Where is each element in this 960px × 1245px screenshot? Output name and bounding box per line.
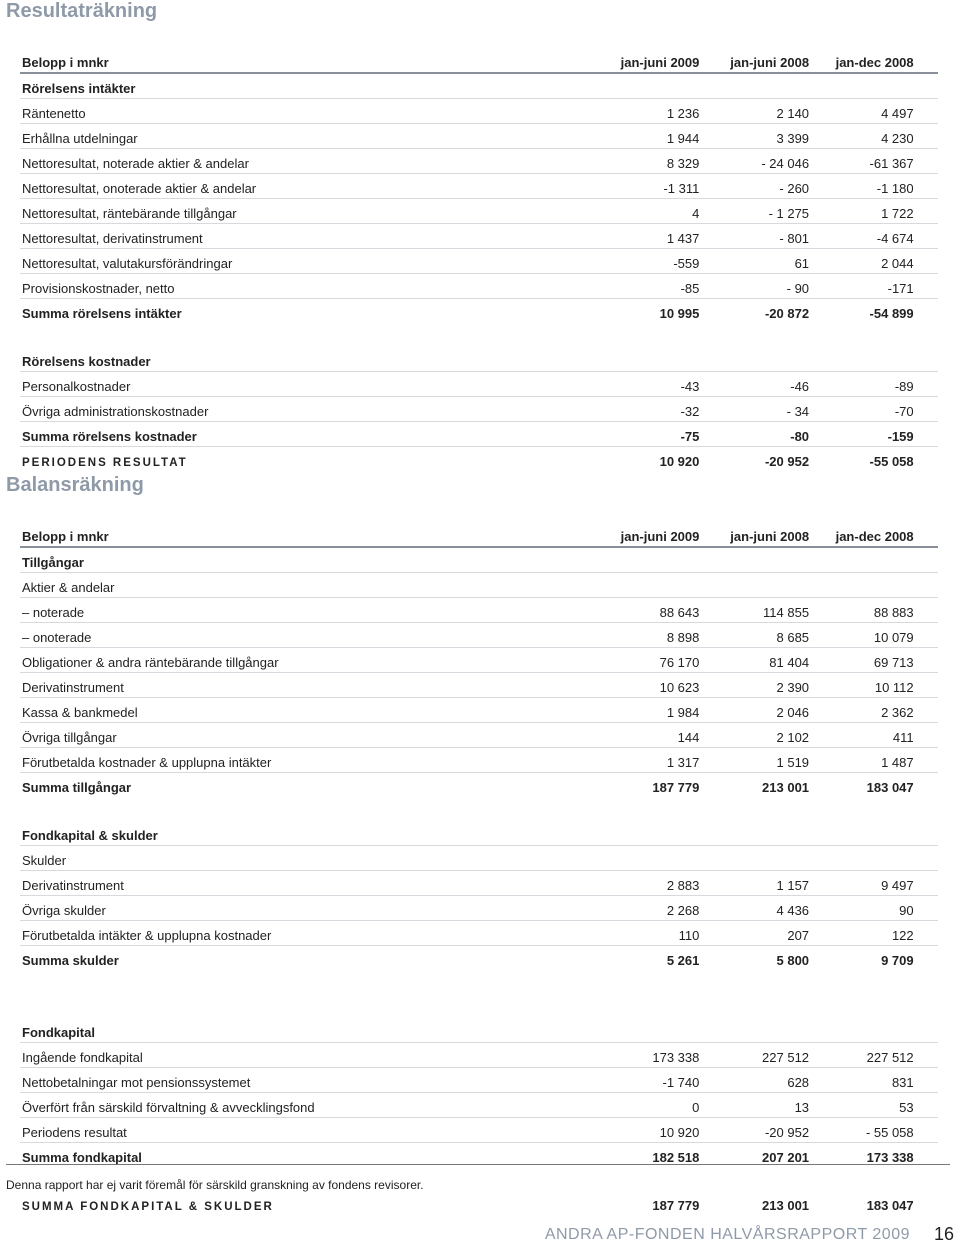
- row-value: 3 399: [701, 124, 811, 149]
- row-value: 144: [576, 723, 701, 748]
- row-pad: [916, 970, 938, 994]
- row-value: [701, 347, 811, 372]
- row-label: [20, 994, 576, 1018]
- row-value: [811, 846, 916, 871]
- table-row: [20, 598, 938, 623]
- table-header-row: [20, 518, 938, 547]
- row-value: 1 487: [811, 748, 916, 773]
- row-pad: [916, 723, 938, 748]
- row-value: -89: [811, 372, 916, 397]
- row-value: -20 872: [764, 306, 810, 321]
- row-value: 2 362: [811, 698, 916, 723]
- row-label: Skulder: [20, 846, 576, 871]
- row-value: 10 623: [576, 673, 701, 698]
- row-value: [576, 846, 701, 871]
- header-period: jan-juni 2008: [701, 518, 811, 547]
- row-label: Erhållna utdelningar: [20, 124, 576, 149]
- row-value: 122: [811, 921, 916, 946]
- row-value: 69 713: [811, 648, 916, 673]
- row-label: Summa tillgångar: [22, 780, 132, 795]
- row-pad: [916, 199, 938, 224]
- row-value: -159: [811, 422, 916, 447]
- row-value: [576, 1018, 701, 1043]
- row-pad: [916, 1191, 938, 1215]
- spacer-row: [20, 323, 938, 347]
- row-pad: [916, 773, 938, 798]
- row-pad: [916, 249, 938, 274]
- row-value: 2 140: [701, 99, 811, 124]
- footer-note: Denna rapport har ej varit föremål för särskild granskning av fondens revisorer.: [6, 1178, 424, 1192]
- row-value: -70: [811, 397, 916, 422]
- row-value: 2 268: [576, 896, 701, 921]
- header-period: jan-juni 2009: [576, 44, 701, 73]
- row-value: -171: [811, 274, 916, 299]
- row-value: [701, 323, 811, 347]
- row-value: 76 170: [576, 648, 701, 673]
- row-pad: [916, 1167, 938, 1191]
- table-row: [20, 274, 938, 299]
- footer-divider: [6, 1164, 950, 1165]
- row-value: 88 643: [576, 598, 701, 623]
- row-value: 173 338: [576, 1043, 701, 1068]
- row-value: 5 261: [666, 953, 700, 968]
- row-value: 213 001: [762, 1198, 810, 1213]
- row-value: 9 709: [881, 953, 914, 968]
- row-value: [576, 547, 701, 573]
- row-label: Fondkapital: [20, 1018, 576, 1043]
- table-row: [20, 871, 938, 896]
- row-value: [576, 573, 701, 598]
- row-value: [701, 846, 811, 871]
- row-value: 187 779: [652, 780, 700, 795]
- header-period: jan-juni 2008: [701, 44, 811, 73]
- row-label: Summa rörelsens intäkter: [22, 306, 182, 321]
- table-row: [20, 1068, 938, 1093]
- row-pad: [916, 921, 938, 946]
- table-row: [20, 573, 938, 598]
- row-label: – noterade: [20, 598, 576, 623]
- row-label: Övriga tillgångar: [20, 723, 576, 748]
- row-value: 10 079: [811, 623, 916, 648]
- row-value: 173 338: [866, 1150, 914, 1165]
- row-value: - 90: [701, 274, 811, 299]
- row-value: 1 722: [811, 199, 916, 224]
- row-value: [701, 970, 811, 994]
- row-value: 2 883: [576, 871, 701, 896]
- grand-row: [20, 1191, 938, 1215]
- row-value: 183 047: [866, 1198, 914, 1213]
- table-row: [20, 99, 938, 124]
- row-value: 2 102: [701, 723, 811, 748]
- grp-row: [20, 347, 938, 372]
- row-label: Summa fondkapital: [22, 1150, 142, 1165]
- row-value: 227 512: [701, 1043, 811, 1068]
- table-row: [20, 149, 938, 174]
- sum-line-row: [20, 422, 938, 447]
- row-value: -43: [576, 372, 701, 397]
- row-pad: [916, 821, 938, 846]
- row-value: [576, 821, 701, 846]
- row-value: -1 180: [811, 174, 916, 199]
- row-label: Ingående fondkapital: [20, 1043, 576, 1068]
- table-row: [20, 1118, 938, 1143]
- row-value: [701, 797, 811, 821]
- row-value: 4 497: [811, 99, 916, 124]
- row-value: 81 404: [701, 648, 811, 673]
- sum-row: [20, 946, 938, 971]
- row-value: -20 952: [701, 1118, 811, 1143]
- row-label: Personalkostnader: [20, 372, 576, 397]
- row-value: -61 367: [811, 149, 916, 174]
- row-label: SUMMA FONDKAPITAL & SKULDER: [22, 1201, 274, 1213]
- row-label: Derivatinstrument: [20, 871, 576, 896]
- row-pad: [916, 1093, 938, 1118]
- row-label: Summa rörelsens kostnader: [20, 422, 576, 447]
- row-pad: [916, 896, 938, 921]
- row-value: 831: [811, 1068, 916, 1093]
- row-value: -559: [576, 249, 701, 274]
- row-pad: [916, 846, 938, 871]
- row-value: 0: [576, 1093, 701, 1118]
- sum-row: [20, 773, 938, 798]
- row-value: -55 058: [869, 454, 914, 469]
- row-pad: [916, 372, 938, 397]
- row-value: - 801: [701, 224, 811, 249]
- row-value: 10 920: [659, 454, 700, 469]
- row-value: 227 512: [811, 1043, 916, 1068]
- row-value: 1 944: [576, 124, 701, 149]
- row-value: [701, 1018, 811, 1043]
- row-pad: [916, 323, 938, 347]
- row-value: [811, 73, 916, 99]
- row-pad: [916, 299, 938, 324]
- row-pad: [916, 871, 938, 896]
- row-label: [20, 970, 576, 994]
- row-pad: [916, 274, 938, 299]
- row-value: [811, 323, 916, 347]
- table-row: [20, 199, 938, 224]
- row-value: - 1 275: [701, 199, 811, 224]
- row-label: Obligationer & andra räntebärande tillgångar: [20, 648, 576, 673]
- row-value: [576, 797, 701, 821]
- row-value: 1 519: [701, 748, 811, 773]
- table-row: [20, 372, 938, 397]
- table-row: [20, 921, 938, 946]
- row-value: 1 317: [576, 748, 701, 773]
- row-pad: [916, 99, 938, 124]
- row-label: [20, 797, 576, 821]
- table-row: [20, 124, 938, 149]
- table-row: [20, 648, 938, 673]
- row-value: [701, 994, 811, 1018]
- row-value: [701, 573, 811, 598]
- row-pad: [916, 1118, 938, 1143]
- table-row: [20, 748, 938, 773]
- row-value: [811, 994, 916, 1018]
- row-pad: [916, 149, 938, 174]
- row-value: 411: [811, 723, 916, 748]
- row-value: 1 984: [576, 698, 701, 723]
- table-row: [20, 397, 938, 422]
- row-pad: [916, 797, 938, 821]
- row-value: 2 044: [811, 249, 916, 274]
- row-label: Rörelsens intäkter: [20, 73, 576, 99]
- row-value: [701, 73, 811, 99]
- row-label: Rörelsens kostnader: [20, 347, 576, 372]
- income-statement-table: [20, 44, 938, 471]
- row-value: 8 685: [701, 623, 811, 648]
- row-label: Periodens resultat: [20, 1118, 576, 1143]
- row-value: -20 952: [764, 454, 810, 469]
- header-label: Belopp i mnkr: [20, 518, 576, 547]
- table-row: [20, 723, 938, 748]
- header-period: jan-juni 2009: [576, 518, 701, 547]
- row-value: 1 437: [576, 224, 701, 249]
- row-pad: [916, 573, 938, 598]
- row-value: 4 436: [701, 896, 811, 921]
- header-label: Belopp i mnkr: [20, 44, 576, 73]
- row-value: [576, 323, 701, 347]
- row-pad: [916, 698, 938, 723]
- spacer-row: [20, 797, 938, 821]
- row-value: -1 740: [576, 1068, 701, 1093]
- row-label: Tillgångar: [20, 547, 576, 573]
- row-value: [576, 347, 701, 372]
- row-value: -1 311: [576, 174, 701, 199]
- row-pad: [916, 623, 938, 648]
- row-pad: [916, 1043, 938, 1068]
- row-value: 4 230: [811, 124, 916, 149]
- row-value: [811, 1018, 916, 1043]
- header-period: jan-dec 2008: [811, 518, 916, 547]
- row-value: [811, 547, 916, 573]
- grand-row: [20, 447, 938, 472]
- row-value: -85: [576, 274, 701, 299]
- row-pad: [916, 174, 938, 199]
- row-value: [576, 1167, 701, 1191]
- row-label: Överfört från särskild förvaltning & avvecklingsfond: [20, 1093, 576, 1118]
- row-value: 1 157: [701, 871, 811, 896]
- row-value: 187 779: [652, 1198, 700, 1213]
- row-pad: [916, 994, 938, 1018]
- row-label: Förutbetalda kostnader & upplupna intäkter: [20, 748, 576, 773]
- row-pad: [916, 748, 938, 773]
- row-value: 9 497: [811, 871, 916, 896]
- table-row: [20, 673, 938, 698]
- table-row: [20, 1043, 938, 1068]
- row-value: 8 329: [576, 149, 701, 174]
- row-pad: [916, 422, 938, 447]
- row-pad: [916, 397, 938, 422]
- table-row: [20, 249, 938, 274]
- row-value: -80: [701, 422, 811, 447]
- header-pad: [916, 44, 938, 73]
- row-value: 110: [576, 921, 701, 946]
- row-pad: [916, 1018, 938, 1043]
- row-value: 61: [701, 249, 811, 274]
- row-value: -46: [701, 372, 811, 397]
- row-value: 213 001: [762, 780, 810, 795]
- grp-row: [20, 547, 938, 573]
- row-pad: [916, 1068, 938, 1093]
- row-pad: [916, 124, 938, 149]
- row-value: 183 047: [866, 780, 914, 795]
- table-row: [20, 1093, 938, 1118]
- row-label: PERIODENS RESULTAT: [22, 457, 188, 469]
- row-value: [811, 347, 916, 372]
- row-value: 53: [811, 1093, 916, 1118]
- row-label: Aktier & andelar: [20, 573, 576, 598]
- row-value: 2 046: [701, 698, 811, 723]
- header-period: jan-dec 2008: [811, 44, 916, 73]
- grp-row: [20, 821, 938, 846]
- row-label: Nettobetalningar mot pensionssystemet: [20, 1068, 576, 1093]
- row-value: 207 201: [762, 1150, 810, 1165]
- row-value: 1 236: [576, 99, 701, 124]
- row-value: 4: [576, 199, 701, 224]
- row-pad: [916, 547, 938, 573]
- row-label: – onoterade: [20, 623, 576, 648]
- row-label: Derivatinstrument: [20, 673, 576, 698]
- page-number: 16: [933, 1224, 954, 1244]
- sum-row: [20, 299, 938, 324]
- table-row: [20, 896, 938, 921]
- row-pad: [916, 73, 938, 99]
- row-value: [576, 970, 701, 994]
- row-label: Nettoresultat, valutakursförändringar: [20, 249, 576, 274]
- row-label: Nettoresultat, derivatinstrument: [20, 224, 576, 249]
- row-value: 2 390: [701, 673, 811, 698]
- row-value: -54 899: [869, 306, 914, 321]
- row-value: [701, 1167, 811, 1191]
- table-header-row: [20, 44, 938, 73]
- row-label: Övriga skulder: [20, 896, 576, 921]
- table-row: [20, 698, 938, 723]
- row-value: [811, 970, 916, 994]
- row-value: [701, 821, 811, 846]
- row-value: - 55 058: [811, 1118, 916, 1143]
- row-value: - 34: [701, 397, 811, 422]
- row-label: Nettoresultat, räntebärande tillgångar: [20, 199, 576, 224]
- row-value: 10 112: [811, 673, 916, 698]
- row-label: Nettoresultat, noterade aktier & andelar: [20, 149, 576, 174]
- row-value: 13: [701, 1093, 811, 1118]
- income-statement-title: Resultaträkning: [6, 0, 158, 22]
- row-value: [811, 1167, 916, 1191]
- row-value: 88 883: [811, 598, 916, 623]
- row-label: Summa skulder: [22, 953, 119, 968]
- row-value: [576, 994, 701, 1018]
- row-value: - 24 046: [701, 149, 811, 174]
- row-value: 207: [701, 921, 811, 946]
- spacer-row: [20, 994, 938, 1018]
- row-value: -4 674: [811, 224, 916, 249]
- balance-sheet-title: Balansräkning: [6, 474, 144, 496]
- row-value: -32: [576, 397, 701, 422]
- row-value: [701, 547, 811, 573]
- row-label: Fondkapital & skulder: [20, 821, 576, 846]
- balance-sheet-table: [20, 518, 938, 1215]
- row-label: Kassa & bankmedel: [20, 698, 576, 723]
- row-value: 10 920: [576, 1118, 701, 1143]
- header-pad: [916, 518, 938, 547]
- row-value: 628: [701, 1068, 811, 1093]
- table-row: [20, 224, 938, 249]
- row-value: [811, 797, 916, 821]
- row-value: [811, 573, 916, 598]
- row-label: Övriga administrationskostnader: [20, 397, 576, 422]
- row-value: 10 995: [659, 306, 700, 321]
- row-pad: [916, 347, 938, 372]
- row-pad: [916, 598, 938, 623]
- report-brand: ANDRA AP-FONDEN HALVÅRSRAPPORT 2009: [544, 1226, 910, 1243]
- row-value: 90: [811, 896, 916, 921]
- row-pad: [916, 648, 938, 673]
- row-pad: [916, 946, 938, 971]
- row-label: Nettoresultat, onoterade aktier & andelar: [20, 174, 576, 199]
- row-value: 8 898: [576, 623, 701, 648]
- row-label: Förutbetalda intäkter & upplupna kostnader: [20, 921, 576, 946]
- row-pad: [916, 673, 938, 698]
- spacer-row: [20, 970, 938, 994]
- row-label: Provisionskostnader, netto: [20, 274, 576, 299]
- row-pad: [916, 224, 938, 249]
- row-value: -75: [576, 422, 701, 447]
- row-value: 182 518: [652, 1150, 700, 1165]
- row-value: 5 800: [776, 953, 810, 968]
- table-row: [20, 623, 938, 648]
- table-row: [20, 846, 938, 871]
- table-row: [20, 174, 938, 199]
- row-pad: [916, 447, 938, 472]
- row-label: Räntenetto: [20, 99, 576, 124]
- row-label: [20, 323, 576, 347]
- grp-row: [20, 73, 938, 99]
- row-value: [811, 821, 916, 846]
- row-value: 114 855: [701, 598, 811, 623]
- row-value: [576, 73, 701, 99]
- grp-row: [20, 1018, 938, 1043]
- row-value: - 260: [701, 174, 811, 199]
